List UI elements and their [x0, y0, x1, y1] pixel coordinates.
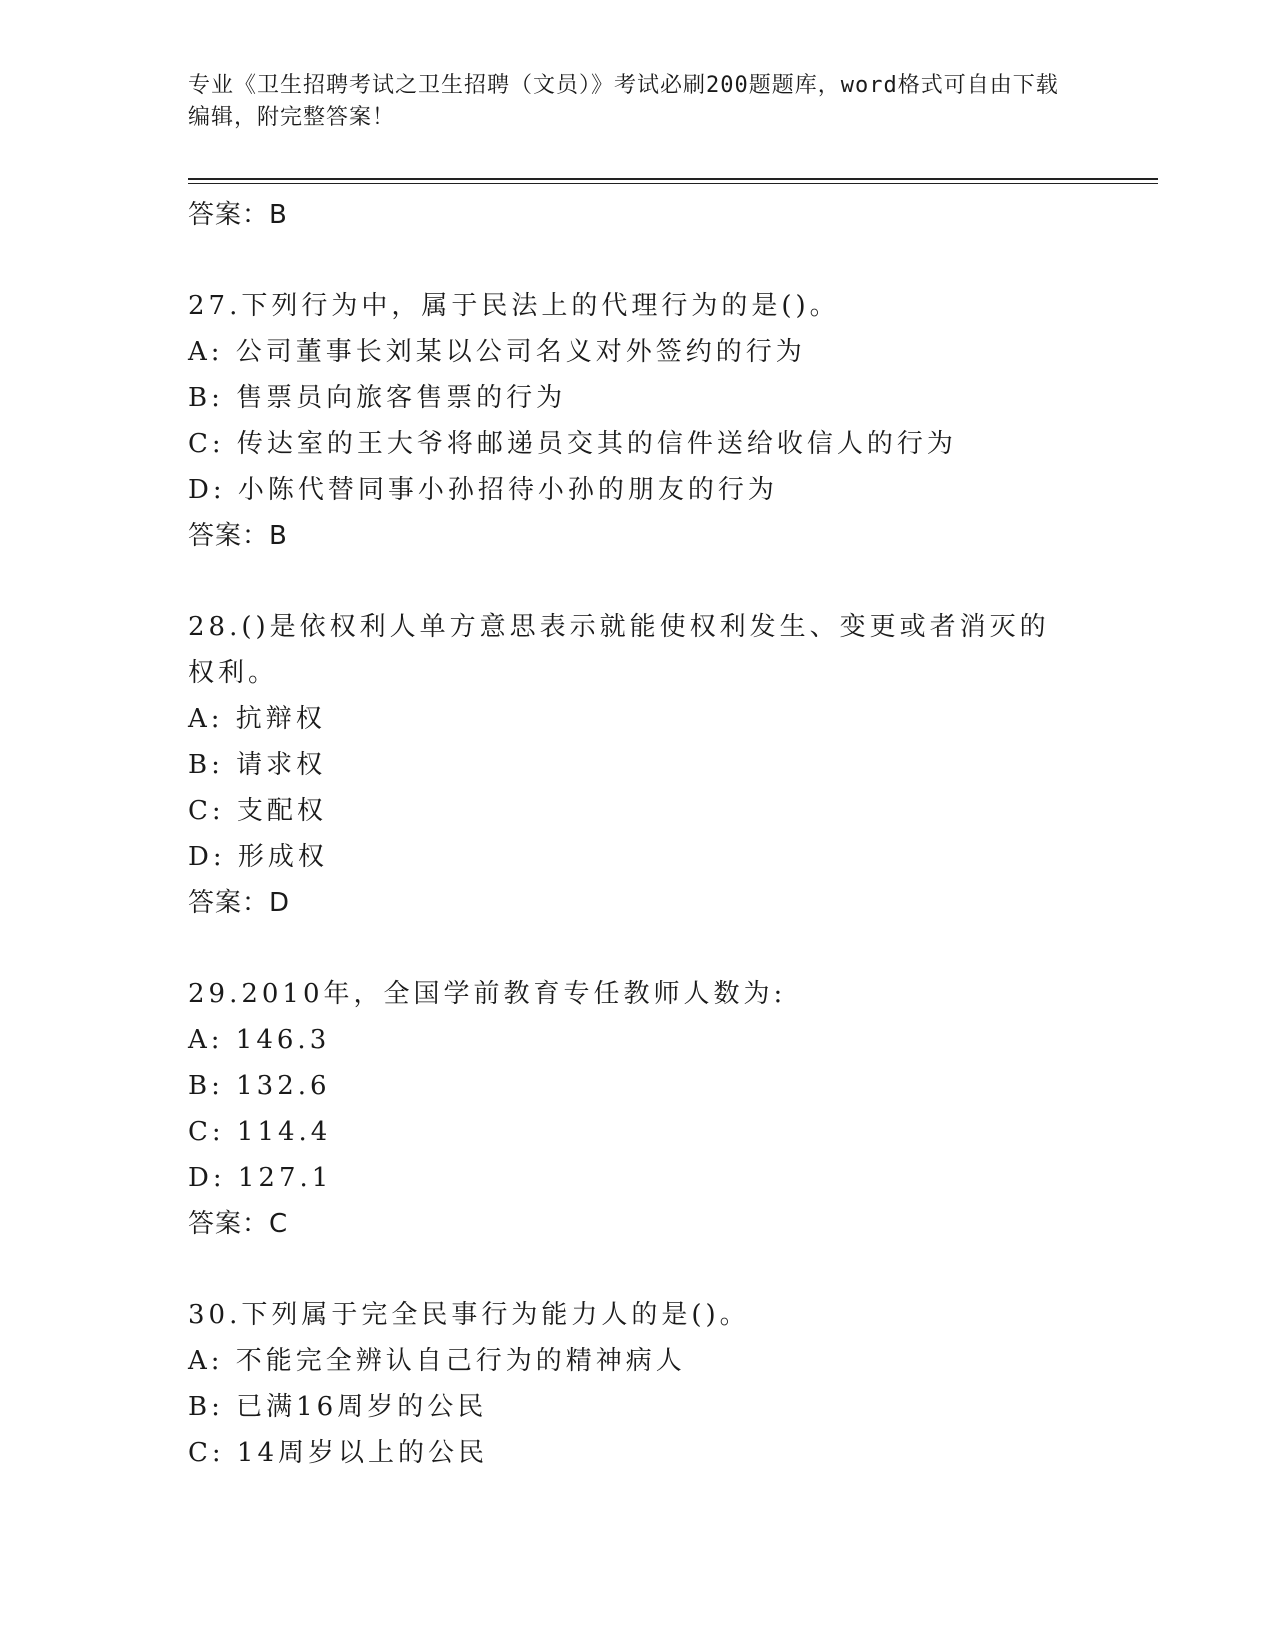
- option-d: D: 形成权: [188, 842, 328, 872]
- question-stem: 29.2010年，全国学前教育专任教师人数为:: [188, 979, 787, 1009]
- option-b: B: 132.6: [188, 1071, 331, 1101]
- question-list: [188, 192, 1158, 1476]
- question-block: [188, 1292, 1158, 1476]
- option-d: D: 127.1: [188, 1163, 333, 1193]
- option-a: A: 不能完全辨认自己行为的精神病人: [188, 1346, 686, 1376]
- option-a: A: 抗辩权: [188, 704, 326, 734]
- question-answer: 答案：C: [188, 1209, 289, 1239]
- page-header: 专业《卫生招聘考试之卫生招聘（文员）》考试必刷200题题库，word格式可自由下载编辑，附完整答案！: [188, 73, 1059, 130]
- option-b: B: 已满16周岁的公民: [188, 1392, 488, 1422]
- option-c: C: 传达室的王大爷将邮递员交其的信件送给收信人的行为: [188, 429, 957, 459]
- option-c: C: 114.4: [188, 1117, 332, 1147]
- option-a: A: 公司董事长刘某以公司名义对外签约的行为: [188, 337, 806, 367]
- question-stem: 30.下列属于完全民事行为能力人的是()。: [188, 1300, 750, 1330]
- header-divider-thin: [188, 183, 1158, 184]
- option-d: D: 小陈代替同事小孙招待小孙的朋友的行为: [188, 475, 778, 505]
- option-c: C: 14周岁以上的公民: [188, 1438, 489, 1468]
- question-answer: 答案：D: [188, 888, 291, 918]
- option-c: C: 支配权: [188, 796, 327, 826]
- previous-answer: 答案：B: [188, 200, 288, 230]
- question-block: [188, 283, 1158, 559]
- option-b: B: 售票员向旅客售票的行为: [188, 383, 567, 413]
- header-divider: [188, 178, 1158, 180]
- option-b: B: 请求权: [188, 750, 327, 780]
- question-answer: 答案：B: [188, 521, 288, 551]
- question-block: [188, 971, 1158, 1247]
- question-block: [188, 604, 1158, 926]
- question-stem: 28.()是依权利人单方意思表示就能使权利发生、变更或者消灭的权利。: [188, 612, 1050, 688]
- question-stem: 27.下列行为中，属于民法上的代理行为的是()。: [188, 291, 840, 321]
- option-a: A: 146.3: [188, 1025, 331, 1055]
